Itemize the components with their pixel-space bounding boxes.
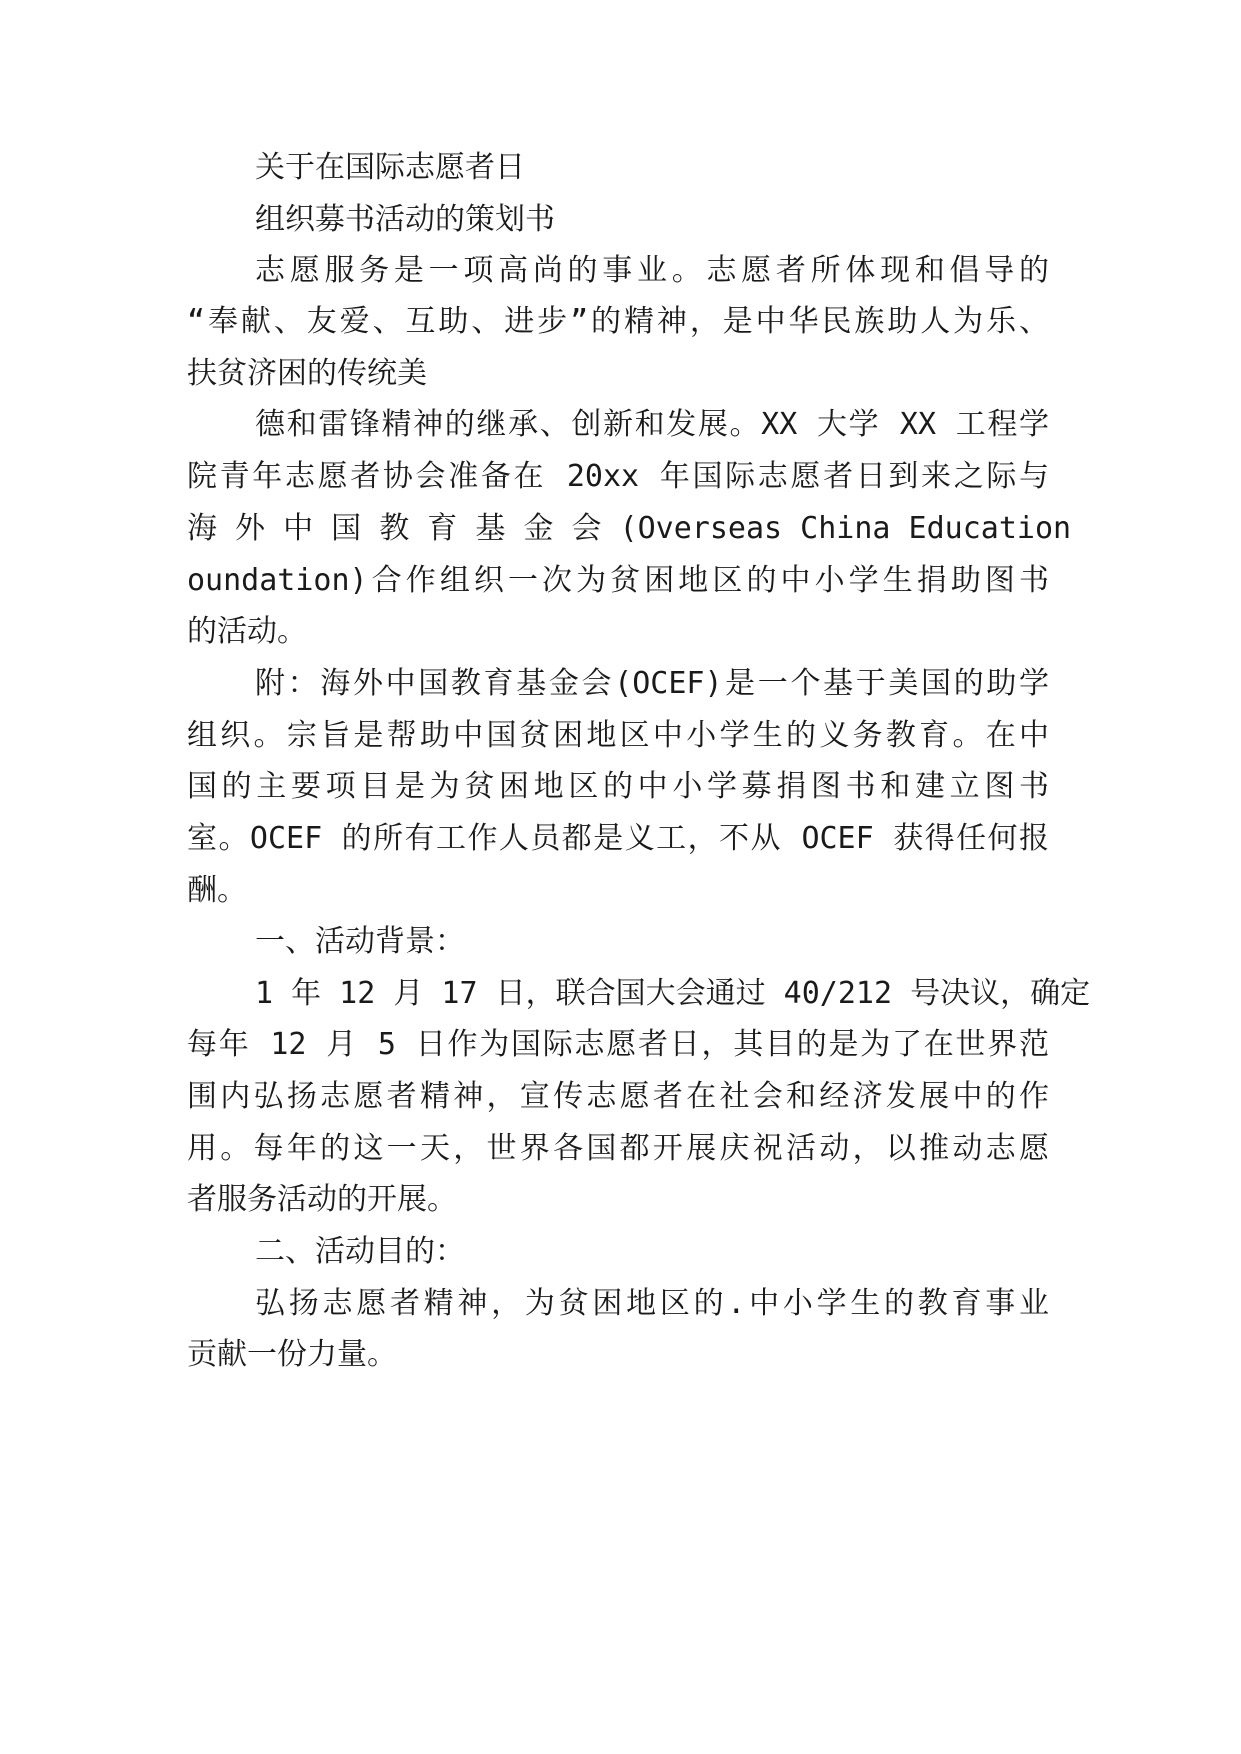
appendix-line-2: 组织。宗旨是帮助中国贫困地区中小学生的义务教育。在中	[187, 718, 1049, 753]
appendix-line-3: 国的主要项目是为贫困地区的中小学募捐图书和建立图书	[187, 769, 1049, 804]
section1-line-2: 每年 12 月 5 日作为国际志愿者日，其目的是为了在世界范	[187, 1027, 1049, 1062]
section1-line-4: 用。每年的这一天，世界各国都开展庆祝活动，以推动志愿	[187, 1131, 1049, 1166]
intro-line-2: “奉献、友爱、互助、进步”的精神，是中华民族助人为乐、	[187, 304, 1049, 339]
title-line-1: 关于在国际志愿者日	[255, 150, 525, 185]
appendix-line-4: 室。OCEF 的所有工作人员都是义工，不从 OCEF 获得任何报	[187, 821, 1049, 856]
section2-line-2: 贡献一份力量。	[187, 1337, 397, 1372]
section1-line-1: 1 年 12 月 17 日，联合国大会通过 40/212 号决议，确定	[255, 976, 1091, 1011]
intro-line-3: 扶贫济困的传统美	[187, 356, 427, 391]
section2-line-1: 弘扬志愿者精神，为贫困地区的.中小学生的教育事业	[255, 1286, 1049, 1321]
title-line-2: 组织募书活动的策划书	[255, 202, 555, 237]
appendix-line-1: 附：海外中国教育基金会(OCEF)是一个基于美国的助学	[255, 666, 1049, 701]
para2-line-1: 德和雷锋精神的继承、创新和发展。XX 大学 XX 工程学	[255, 407, 1049, 442]
para2-line-4: oundation)合作组织一次为贫困地区的中小学生捐助图书	[187, 563, 1049, 598]
para2-line-3: 海 外 中 国 教 育 基 金 会 (Overseas China Education	[187, 511, 1072, 546]
appendix-line-5: 酬。	[187, 873, 247, 908]
section2-heading: 二、活动目的：	[255, 1234, 465, 1269]
section1-line-3: 围内弘扬志愿者精神，宣传志愿者在社会和经济发展中的作	[187, 1079, 1049, 1114]
para2-line-2: 院青年志愿者协会准备在 20xx 年国际志愿者日到来之际与	[187, 459, 1049, 494]
para2-line-5: 的活动。	[187, 614, 307, 649]
section1-heading: 一、活动背景：	[255, 924, 465, 959]
section1-line-5: 者服务活动的开展。	[187, 1182, 457, 1217]
intro-line-1: 志愿服务是一项高尚的事业。志愿者所体现和倡导的	[255, 253, 1049, 288]
